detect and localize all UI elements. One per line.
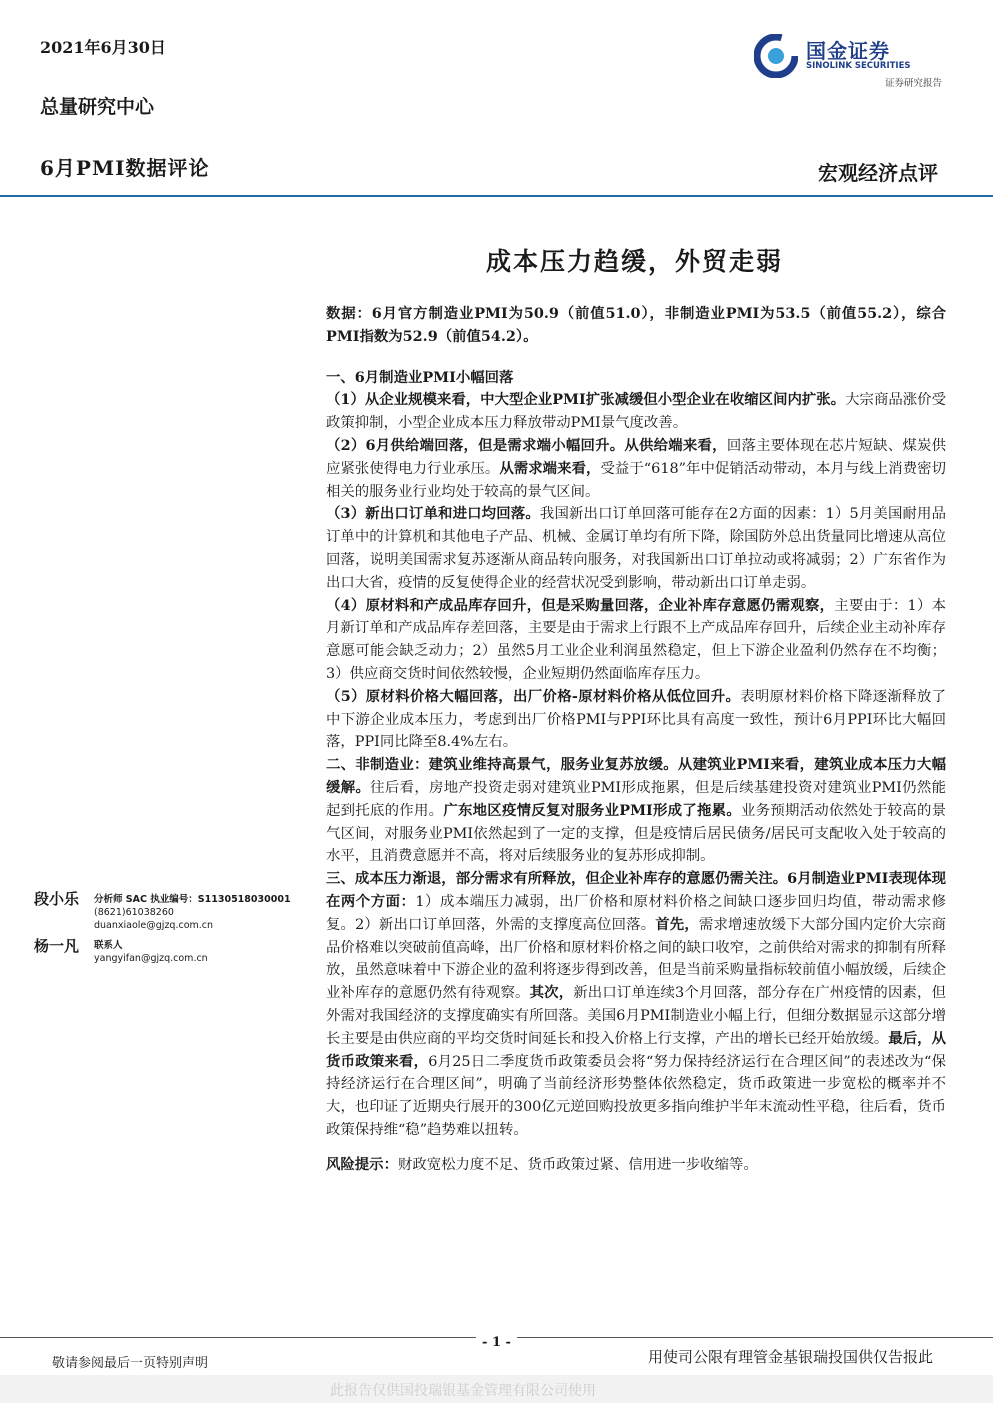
- logo-mark-icon: [754, 34, 798, 78]
- paragraph-2-lead-2: 从需求端来看，: [499, 459, 601, 477]
- department-name: 总量研究中心: [40, 96, 155, 118]
- paragraph-3-text: 我国新出口订单回落可能存在2方面的因素：1）5月美国耐用品订单中的计算机和其他电子产品、机械、金属订单均有所下降，除国防外总出货量同比增速从高位回落，说明美国需求复苏逐渐从商品转向服务，对我国新出口订单拉动或将减弱；2）广东省作为出口大省，疫情的反复使得企业的经营状况受到影响，带动新出口订单走弱。: [326, 506, 946, 591]
- section-2: [326, 754, 946, 868]
- section-1-title-text: 一、6月制造业PMI小幅回落: [326, 368, 514, 386]
- section-3-lead: 三、成本压力渐退，部分需求有所释放，但企业补库存的意愿仍需关注。6月制造业PMI表现体现在两个方面：: [326, 870, 946, 910]
- paragraph-1-lead: （1）从企业规模来看，中大型企业PMI扩张减缓但小型企业在收缩区间内扩张。: [326, 391, 846, 409]
- section-2-lead: 二、非制造业：建筑业维持高景气，服务业复苏放缓。从建筑业PMI来看，建筑业成本压力大幅缓解。: [326, 756, 946, 796]
- paragraph-4-text: 主要由于：1）本月新订单和产成品库存差回落，主要是由于需求上行跟不上产成品库存回升，后续企业主动补库存意愿可能会缺乏动力；2）虽然5月工业企业利润虽然稳定，但上下游企业盈利仍然存在不均衡；3）供应商交货时间依然较慢，企业短期仍然面临库存压力。: [326, 597, 946, 682]
- paragraph-1-text: 大宗商品涨价受政策抑制，小型企业成本压力释放带动PMI景气度改善。: [326, 392, 946, 432]
- company-logo: [754, 32, 954, 92]
- section-2-text-2: 业务预期活动依然处于较高的景气区间，对服务业PMI依然起到了一定的支撑，但是疫情后居民债务/居民可支配收入处于较高的水平，且消费意愿并不高，将对后续服务业的复苏形成抑制。: [326, 802, 946, 865]
- footer-watermark: 此报告仅供国投瑞银基金管理有限公司使用: [330, 1383, 596, 1399]
- section-3-text: 1）成本端压力减弱，出厂价格和原材料价格之间缺口逐步回归均值，带动需求修复。2）新出口订单回落，外需的支撑度高位回落。: [326, 893, 946, 933]
- analyst-1-info: [94, 893, 291, 932]
- section-2-text: 往后看，房地产投资走弱对建筑业PMI形成拖累，但是后续基建投资对建筑业PMI仍然能起到托底的作用。: [326, 779, 946, 819]
- paragraph-2-text: 回落主要体现在芯片短缺、煤炭供应紧张使得电力行业承压。: [326, 437, 946, 477]
- paragraph-3: [326, 503, 946, 594]
- report-subject: 6月PMI数据评论: [40, 156, 210, 180]
- analyst-2-info: [94, 939, 208, 965]
- section-3-last-lead: 最后，从货币政策来看，: [326, 1029, 946, 1070]
- logo-chinese-name: 国金证券: [806, 39, 890, 63]
- analyst-1-phone: (8621)61038260: [94, 907, 174, 918]
- header-divider: [0, 195, 993, 197]
- section-3-first-text: 需求增速放缓下大部分国内定价大宗商品价格难以突破前值高峰，出厂价格和原材料价格之间的缺口收窄，之前供给对需求的抑制有所释放，虽然意味着中下游企业的盈利将逐步得到改善，但是当前采购量指标较前值小幅放缓，后续企业补库存的意愿仍然有待观察。: [326, 916, 946, 1002]
- paragraph-4-lead: （4）原材料和产成品库存回升，但是采购量回落，企业补库存意愿仍需观察，: [326, 596, 835, 614]
- section-2-lead-2: 广东地区疫情反复对服务业PMI形成了拖累。: [443, 801, 741, 819]
- risk-warning-text: 财政宽松力度不足、货币政策过紧、信用进一步收缩等。: [397, 1156, 758, 1173]
- section-3-last-text: 6月25日二季度货币政策委员会将“努力保持经济运行在合理区间”的表述改为“保持经济运行在合理区间”，明确了当前经济形势整体依然稳定，货币政策进一步宽松的概率并不大，也印证了近期央行展开的300亿元逆回购投放更多指向维护半年末流动性平稳，往后看，货币政策保持维“稳”趋势难以扭转。: [326, 1053, 946, 1138]
- paragraph-5-lead: （5）原材料价格大幅回落，出厂价格-原材料价格从低位回升。: [326, 687, 741, 705]
- report-headline: 成本压力趋缓，外贸走弱: [485, 247, 783, 276]
- paragraph-4: [326, 595, 946, 686]
- section-3-first-lead: 首先，: [655, 915, 699, 933]
- analyst-1-name: 段小乐: [34, 890, 80, 908]
- report-date: 2021年6月30日: [40, 38, 166, 57]
- report-body: [326, 303, 946, 1176]
- section-3-second-text: 新出口订单连续3个月回落，部分存在广州疫情的因素，但外需对我国经济的支撑度确实有所回落。美国6月PMI制造业小幅上行，但细分数据显示这部分增长主要是由供应商的平均交货时间延长和投入价格上行支撑，产出的增长已经开始放缓。: [326, 985, 946, 1047]
- logo-english-name: SINOLINK SECURITIES: [806, 61, 911, 71]
- paragraph-3-lead: （3）新出口订单和进口均回落。: [326, 505, 540, 523]
- paragraph-2-text-2: 受益于“618”年中促销活动带动，本月与线上消费密切相关的服务业行业均处于较高的景气区间。: [326, 460, 946, 500]
- data-summary-paragraph: [326, 303, 946, 349]
- logo-subtitle: 证券研究报告: [884, 78, 942, 89]
- section-3: [326, 868, 946, 1142]
- paragraph-2-lead: （2）6月供给端回落，但是需求端小幅回升。从供给端来看，: [326, 436, 727, 454]
- paragraph-5-text: 表明原材料价格下降逐渐释放了中下游企业成本压力，考虑到出厂价格PMI与PPI环比具有高度一致性，预计6月PPI环比大幅回落，PPI同比降至8.4%左右。: [326, 688, 946, 751]
- data-summary-text: 数据：6月官方制造业PMI为50.9（前值51.0），非制造业PMI为53.5（前值55.2），综合PMI指数为52.9（前值54.2）。: [326, 305, 946, 345]
- section-1-title: [326, 367, 946, 390]
- risk-warning-lead: 风险提示：: [326, 1155, 398, 1173]
- footer-usage-note: 用使司公限有理管金基银瑞投国供仅告报此: [647, 1348, 933, 1366]
- analyst-1-email[interactable]: duanxiaole@gjzq.com.cn: [94, 920, 214, 931]
- analyst-1-title: 分析师 SAC 执业编号：S1130518030001: [94, 894, 291, 905]
- paragraph-1: [326, 389, 946, 435]
- footer-disclaimer: 敬请参阅最后一页特别声明: [52, 1356, 209, 1371]
- paragraph-5: [326, 686, 946, 754]
- risk-warning: [326, 1154, 946, 1177]
- analyst-2-title: 联系人: [94, 940, 123, 951]
- page-number: - 1 -: [476, 1335, 517, 1350]
- paragraph-2: [326, 435, 946, 503]
- report-category: 宏观经济点评: [818, 161, 938, 185]
- analyst-2-name: 杨一凡: [34, 937, 80, 955]
- section-3-second-lead: 其次，: [529, 984, 574, 1002]
- analyst-2-email[interactable]: yangyifan@gjzq.com.cn: [94, 953, 208, 964]
